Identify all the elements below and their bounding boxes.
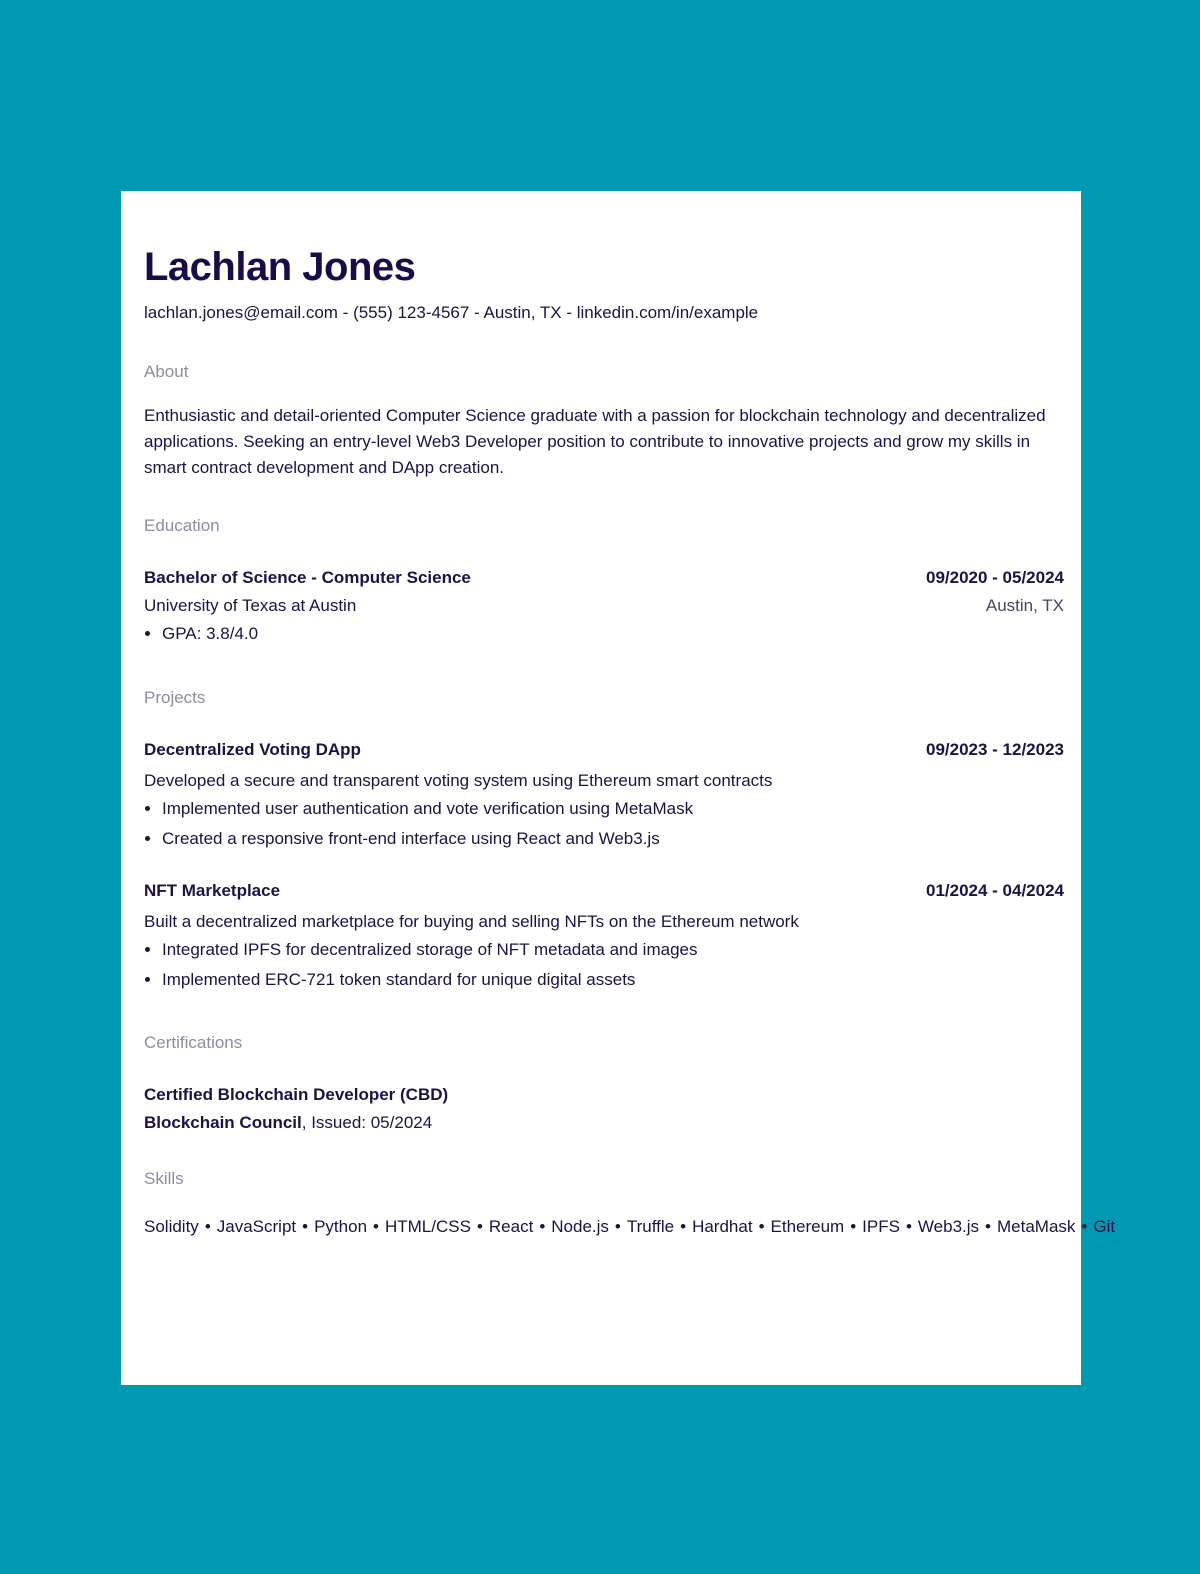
skills-list [144, 1212, 1116, 1241]
skill-separator: • [758, 1217, 765, 1236]
skill-separator: • [539, 1217, 546, 1236]
about-text: Enthusiastic and detail-oriented Computer Science graduate with a passion for blockchain technology and decentralized applications. Seeking an entry-level Web3 Developer position to contribute to innovative projects and grow my skills in smart contract development and DApp creation. [144, 406, 1046, 477]
project-bullets [144, 935, 1064, 995]
project-bullets [144, 794, 1064, 854]
skill-item: Hardhat [692, 1217, 753, 1236]
skill-item: Ethereum [770, 1217, 845, 1236]
skill-separator: • [680, 1217, 687, 1236]
certification-name: Certified Blockchain Developer (CBD) [144, 1085, 449, 1104]
skill-item: HTML/CSS [384, 1217, 471, 1236]
skill-separator: • [850, 1217, 857, 1236]
list-item: • Implemented user authentication and vote verification using MetaMask [162, 794, 1064, 824]
list-item: • Implemented ERC-721 token standard for unique digital assets [162, 965, 1064, 995]
certification-issued: , Issued: 05/2024 [301, 1113, 433, 1132]
education-school-row [144, 593, 1064, 619]
skill-separator: • [985, 1217, 991, 1236]
projects-section-title: Projects [144, 688, 206, 707]
skill-separator: • [476, 1217, 483, 1236]
project-description: Developed a secure and transparent voting system using Ethereum smart contracts [144, 771, 773, 790]
skill-item: MetaMask [996, 1217, 1076, 1236]
skill-separator: • [204, 1217, 211, 1236]
education-dates: 09/2020 - 05/2024 [925, 568, 1064, 587]
project-description: Built a decentralized marketplace for buying and selling NFTs on the Ethereum network [144, 912, 799, 931]
list-item: • Integrated IPFS for decentralized storage of NFT metadata and images [162, 935, 1064, 965]
list-item: • Created a responsive front-end interface using React and Web3.js [162, 824, 1064, 854]
project-header-row [144, 737, 1064, 763]
education-degree: Bachelor of Science - Computer Science [144, 568, 471, 587]
project-dates: 09/2023 - 12/2023 [925, 740, 1064, 759]
skill-separator: • [302, 1217, 309, 1236]
skill-item: Node.js [551, 1217, 609, 1236]
certification-issuer-line [144, 1110, 1064, 1136]
skill-item: Python [314, 1217, 368, 1236]
skill-item: Web3.js [917, 1217, 980, 1236]
skill-item: IPFS [862, 1217, 900, 1236]
project-name: NFT Marketplace [144, 881, 281, 900]
skill-separator: • [373, 1217, 379, 1236]
skill-item: Git [1093, 1217, 1116, 1236]
project-name: Decentralized Voting DApp [144, 740, 361, 759]
education-degree-row [144, 565, 1064, 591]
candidate-name: Lachlan Jones [144, 245, 416, 289]
skill-item: JavaScript [216, 1217, 297, 1236]
contact-line: lachlan.jones@email.com - (555) 123-4567 - Austin, TX - linkedin.com/in/example [144, 303, 759, 322]
skill-separator: • [905, 1217, 912, 1236]
education-section-title: Education [144, 516, 220, 535]
list-item: • GPA: 3.8/4.0 [162, 619, 1064, 649]
education-school: University of Texas at Austin [144, 596, 357, 615]
resume-page [121, 191, 1116, 1385]
skill-item: Truffle [626, 1217, 675, 1236]
about-section-title: About [144, 362, 189, 381]
project-header-row [144, 878, 1064, 904]
skills-section-title: Skills [144, 1169, 184, 1188]
certification-issuer: Blockchain Council [144, 1113, 302, 1132]
project-dates: 01/2024 - 04/2024 [925, 881, 1064, 900]
skill-item: React [488, 1217, 534, 1236]
skill-item: Solidity [144, 1217, 199, 1236]
skill-separator: • [614, 1217, 621, 1236]
certifications-section-title: Certifications [144, 1033, 243, 1052]
education-location: Austin, TX [985, 596, 1064, 615]
skill-separator: • [1081, 1217, 1088, 1236]
education-bullets [144, 619, 1064, 649]
